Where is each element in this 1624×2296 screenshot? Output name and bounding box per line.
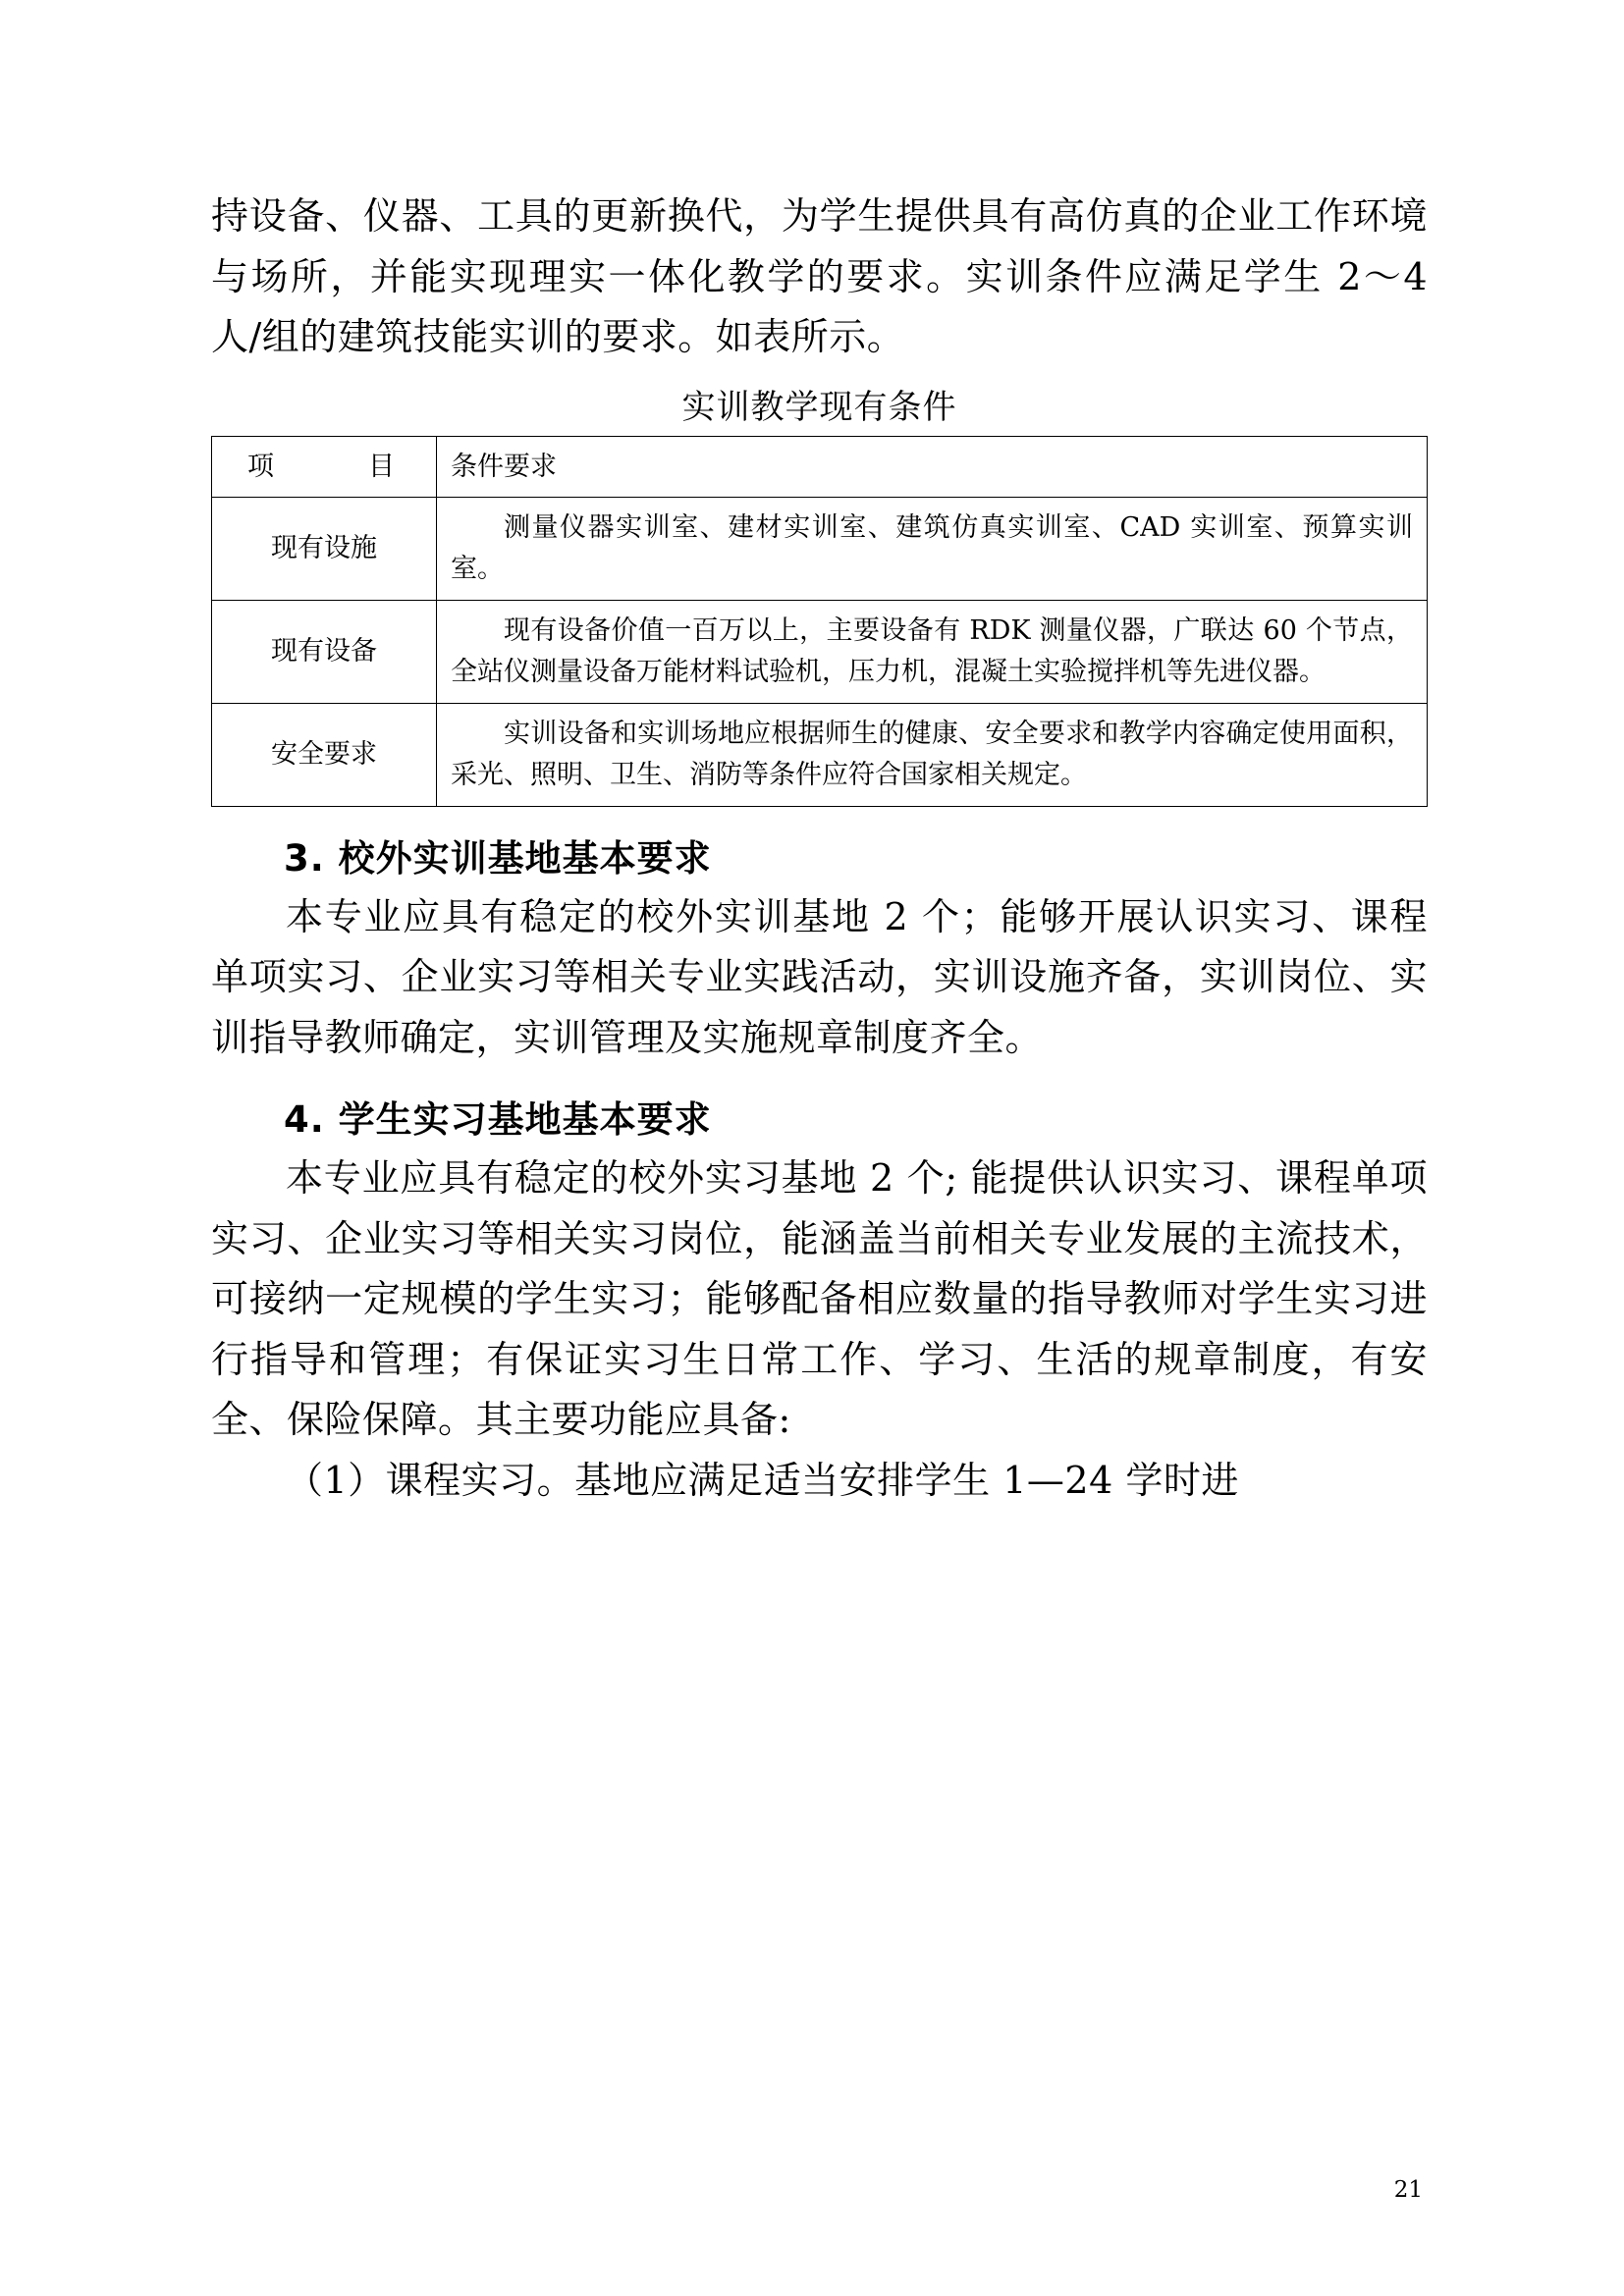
section-heading-3: 3. 校外实训基地基本要求 (284, 836, 712, 880)
page-number: 21 (1393, 2177, 1423, 2203)
training-conditions-table (211, 436, 1428, 807)
section-heading-4: 4. 学生实习基地基本要求 (284, 1098, 712, 1142)
table-cell-requirement-text: 测量仪器实训室、建材实训室、建筑仿真实训室、CAD 实训室、预算实训室。 (451, 512, 1413, 585)
table-header-item (212, 436, 437, 498)
section-paragraph-3: 本专业应具有稳定的校外实训基地 2 个；能够开展认识实习、课程单项实习、企业实习等相关专业实践活动，实训设施齐备，实训岗位、实训指导教师确定，实训管理及实施规章制度齐全。 (211, 894, 1428, 1059)
table-title: 实训教学现有条件 (681, 387, 957, 427)
table-header-item-label: 项 目 (247, 451, 408, 482)
table-cell-item: 安全要求 (212, 703, 437, 806)
table-header-requirement: 条件要求 (437, 436, 1428, 498)
table-cell-requirement (437, 703, 1428, 806)
intro-paragraph: 持设备、仪器、工具的更新换代，为学生提供具有高仿真的企业工作环境与场所，并能实现理实一体化教学的要求。实训条件应满足学生 2～4 人/组的建筑技能实训的要求。如表所示。 (211, 194, 1428, 359)
table-row (212, 601, 1428, 704)
section-subparagraph-4-1: （1）课程实习。基地应满足适当安排学生 1—24 学时进 (286, 1458, 1239, 1502)
table-row (212, 498, 1428, 601)
table-cell-requirement (437, 498, 1428, 601)
table-header-row (212, 436, 1428, 498)
table-cell-requirement-text: 实训设备和实训场地应根据师生的健康、安全要求和教学内容确定使用面积，采光、照明、卫生、消防等条件应符合国家相关规定。 (451, 718, 1413, 790)
table-cell-requirement-text: 现有设备价值一百万以上，主要设备有 RDK 测量仪器，广联达 60 个节点，全站仪测量设备万能材料试验机，压力机，混凝土实验搅拌机等先进仪器。 (451, 615, 1413, 688)
table-row (212, 703, 1428, 806)
section-paragraph-4: 本专业应具有稳定的校外实习基地 2 个; 能提供认识实习、课程单项实习、企业实习等相关实习岗位，能涵盖当前相关专业发展的主流技术，可接纳一定规模的学生实习；能够配备相应数量的指导教师对学生实习进行指导和管理；有保证实习生日常工作、学习、生活的规章制度，有安全、保险保障。其主要功能应具备: (211, 1156, 1428, 1442)
table-cell-item: 现有设施 (212, 498, 437, 601)
table-cell-requirement (437, 601, 1428, 704)
table-cell-item: 现有设备 (212, 601, 437, 704)
